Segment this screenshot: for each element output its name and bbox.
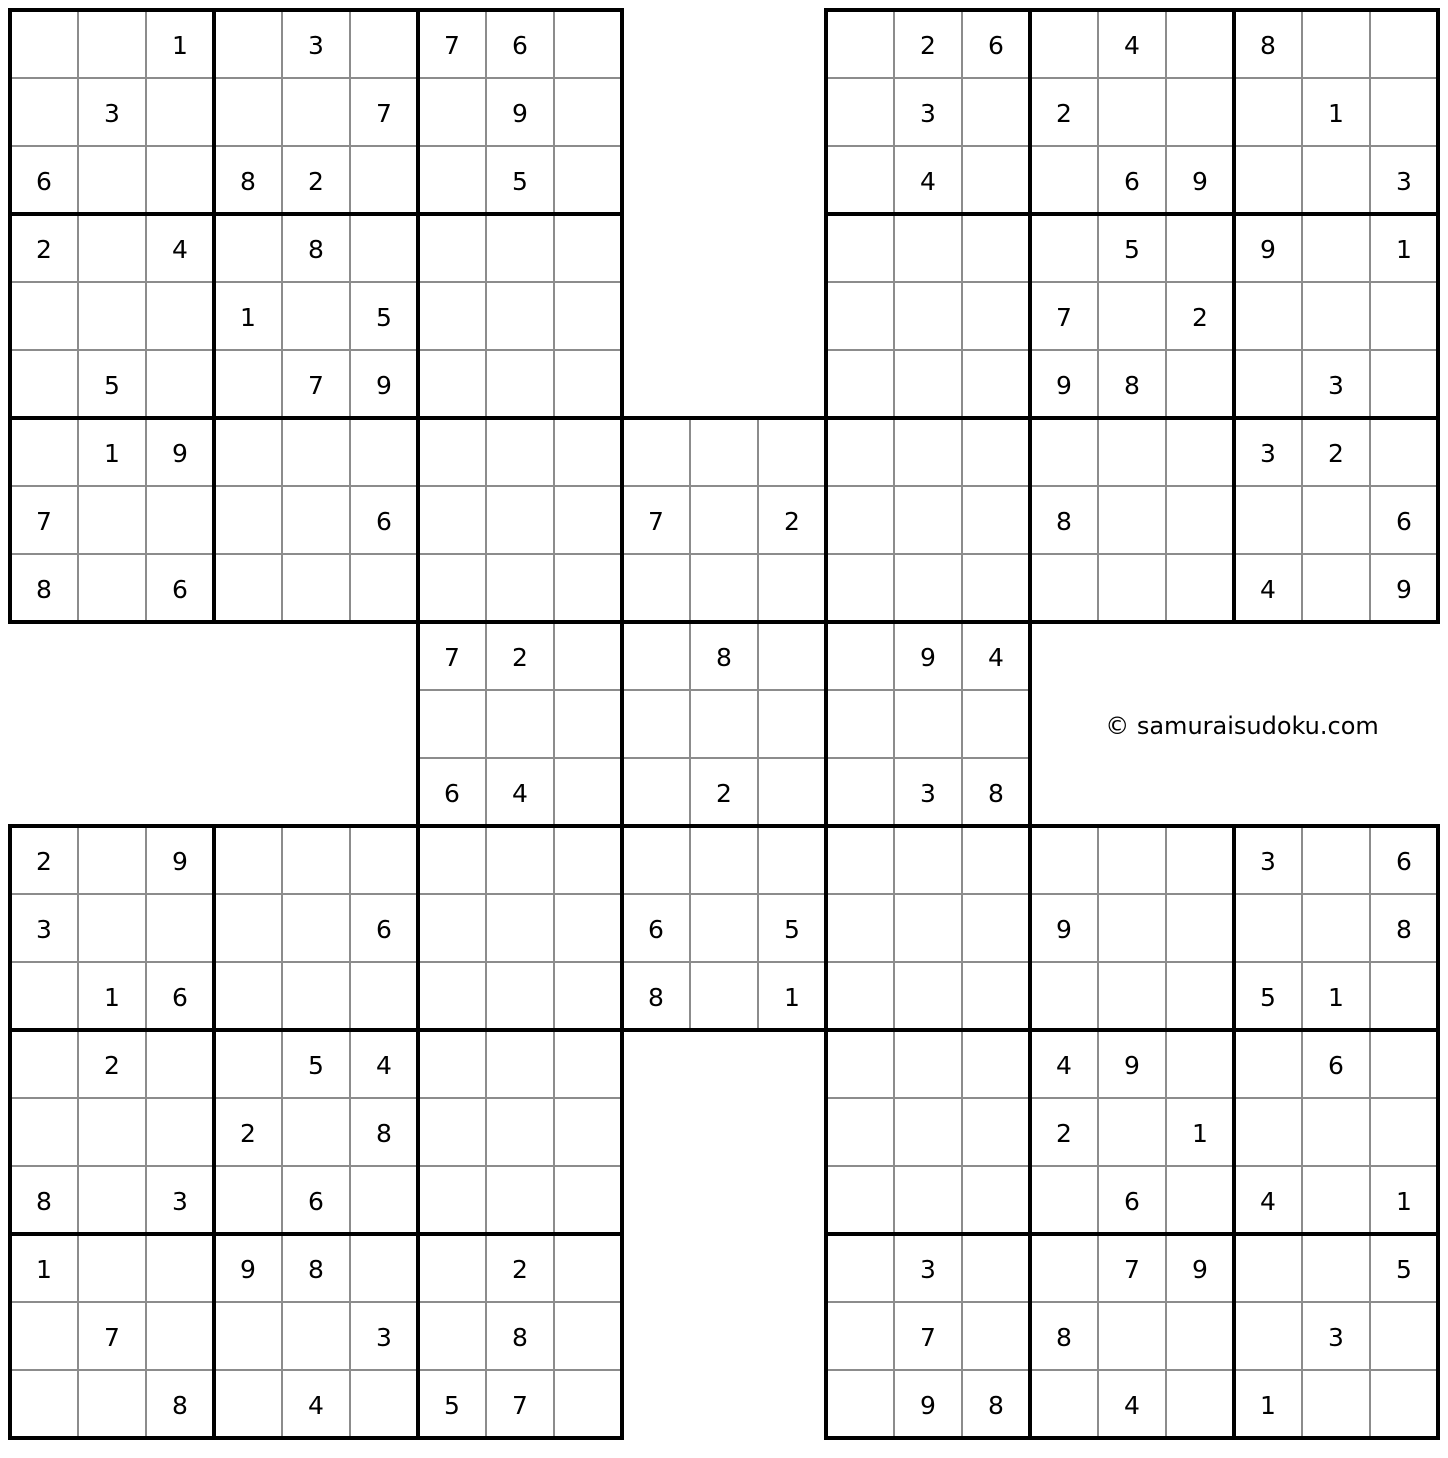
given-digit: 7 <box>36 507 52 536</box>
given-digit: 6 <box>172 983 188 1012</box>
given-digit: 9 <box>240 1255 256 1284</box>
given-digit: 6 <box>376 507 392 536</box>
given-digit: 2 <box>920 31 936 60</box>
copyright-text: © samuraisudoku.com <box>1105 712 1379 740</box>
given-digit: 3 <box>1260 439 1276 468</box>
given-digit: 1 <box>104 439 120 468</box>
given-digit: 6 <box>36 167 52 196</box>
given-digit: 6 <box>1124 1187 1140 1216</box>
given-digit: 6 <box>512 31 528 60</box>
given-digit: 4 <box>512 779 528 808</box>
given-digit: 2 <box>36 235 52 264</box>
given-digit: 5 <box>1124 235 1140 264</box>
given-digit: 2 <box>784 507 800 536</box>
given-digit: 9 <box>920 643 936 672</box>
given-digit: 3 <box>104 99 120 128</box>
given-digit: 2 <box>1192 303 1208 332</box>
given-digit: 6 <box>988 31 1004 60</box>
given-digit: 3 <box>920 99 936 128</box>
given-digit: 5 <box>444 1391 460 1420</box>
given-digit: 5 <box>1396 1255 1412 1284</box>
given-digit: 5 <box>512 167 528 196</box>
given-digit: 6 <box>1396 507 1412 536</box>
given-digit: 7 <box>1124 1255 1140 1284</box>
given-digit: 7 <box>648 507 664 536</box>
given-digit: 4 <box>1124 31 1140 60</box>
given-digit: 5 <box>308 1051 324 1080</box>
given-digit: 8 <box>308 1255 324 1284</box>
given-digit: 8 <box>1056 1323 1072 1352</box>
given-digit: 8 <box>240 167 256 196</box>
given-digit: 3 <box>172 1187 188 1216</box>
given-digit: 8 <box>648 983 664 1012</box>
given-digit: 1 <box>104 983 120 1012</box>
given-digit: 4 <box>1056 1051 1072 1080</box>
given-digit: 6 <box>648 915 664 944</box>
given-digit: 2 <box>716 779 732 808</box>
given-digit: 2 <box>1056 99 1072 128</box>
given-digit: 8 <box>512 1323 528 1352</box>
given-digit: 7 <box>376 99 392 128</box>
given-digit: 8 <box>1396 915 1412 944</box>
given-digit: 1 <box>1396 235 1412 264</box>
given-digit: 9 <box>1192 1255 1208 1284</box>
given-digit: 8 <box>988 1391 1004 1420</box>
given-digit: 6 <box>1328 1051 1344 1080</box>
given-digit: 2 <box>1328 439 1344 468</box>
given-digit: 7 <box>512 1391 528 1420</box>
given-digit: 9 <box>376 371 392 400</box>
given-digit: 8 <box>36 1187 52 1216</box>
given-digit: 2 <box>308 167 324 196</box>
given-digit: 6 <box>308 1187 324 1216</box>
given-digit: 7 <box>444 643 460 672</box>
given-digit: 9 <box>1124 1051 1140 1080</box>
given-digit: 4 <box>988 643 1004 672</box>
given-digit: 9 <box>1192 167 1208 196</box>
given-digit: 8 <box>988 779 1004 808</box>
given-digit: 3 <box>920 779 936 808</box>
given-digit: 1 <box>1328 983 1344 1012</box>
given-digit: 2 <box>240 1119 256 1148</box>
given-digit: 7 <box>920 1323 936 1352</box>
given-digit: 2 <box>104 1051 120 1080</box>
given-digit: 5 <box>104 371 120 400</box>
given-digit: 1 <box>172 31 188 60</box>
given-digit: 3 <box>1396 167 1412 196</box>
given-digit: 3 <box>1328 1323 1344 1352</box>
given-digit: 8 <box>308 235 324 264</box>
given-digit: 1 <box>1260 1391 1276 1420</box>
given-digit: 8 <box>172 1391 188 1420</box>
given-digit: 8 <box>1260 31 1276 60</box>
given-digit: 9 <box>1056 915 1072 944</box>
given-digit: 4 <box>1260 1187 1276 1216</box>
given-digit: 5 <box>784 915 800 944</box>
given-digit: 3 <box>36 915 52 944</box>
given-digit: 3 <box>376 1323 392 1352</box>
given-digit: 6 <box>444 779 460 808</box>
given-digit: 9 <box>512 99 528 128</box>
given-digit: 4 <box>1260 575 1276 604</box>
given-digit: 1 <box>1328 99 1344 128</box>
given-digit: 5 <box>1260 983 1276 1012</box>
given-digit: 4 <box>1124 1391 1140 1420</box>
given-digit: 1 <box>784 983 800 1012</box>
given-digit: 8 <box>1056 507 1072 536</box>
given-digit: 9 <box>172 439 188 468</box>
given-digit: 3 <box>1260 847 1276 876</box>
given-digit: 9 <box>1396 575 1412 604</box>
given-digit: 2 <box>36 847 52 876</box>
given-digit: 1 <box>240 303 256 332</box>
given-digit: 2 <box>512 1255 528 1284</box>
given-digit: 2 <box>1056 1119 1072 1148</box>
given-digit: 1 <box>36 1255 52 1284</box>
given-digit: 3 <box>1328 371 1344 400</box>
given-digit: 8 <box>1124 371 1140 400</box>
given-digit: 9 <box>172 847 188 876</box>
given-digit: 2 <box>512 643 528 672</box>
given-digit: 8 <box>716 643 732 672</box>
given-digit: 7 <box>1056 303 1072 332</box>
given-digit: 8 <box>36 575 52 604</box>
given-digit: 6 <box>1396 847 1412 876</box>
given-digit: 4 <box>920 167 936 196</box>
given-digit: 9 <box>920 1391 936 1420</box>
given-digit: 4 <box>376 1051 392 1080</box>
given-digit: 3 <box>920 1255 936 1284</box>
given-digit: 7 <box>104 1323 120 1352</box>
given-digit: 8 <box>376 1119 392 1148</box>
given-digit: 6 <box>172 575 188 604</box>
given-digit: 9 <box>1056 371 1072 400</box>
given-digit: 4 <box>172 235 188 264</box>
given-digit: 1 <box>1192 1119 1208 1148</box>
given-digit: 6 <box>1124 167 1140 196</box>
given-digit: 6 <box>376 915 392 944</box>
given-digit: 4 <box>308 1391 324 1420</box>
given-digit: 1 <box>1396 1187 1412 1216</box>
given-digit: 7 <box>444 31 460 60</box>
given-digit: 3 <box>308 31 324 60</box>
given-digit: 5 <box>376 303 392 332</box>
given-digit: 9 <box>1260 235 1276 264</box>
given-digit: 7 <box>308 371 324 400</box>
